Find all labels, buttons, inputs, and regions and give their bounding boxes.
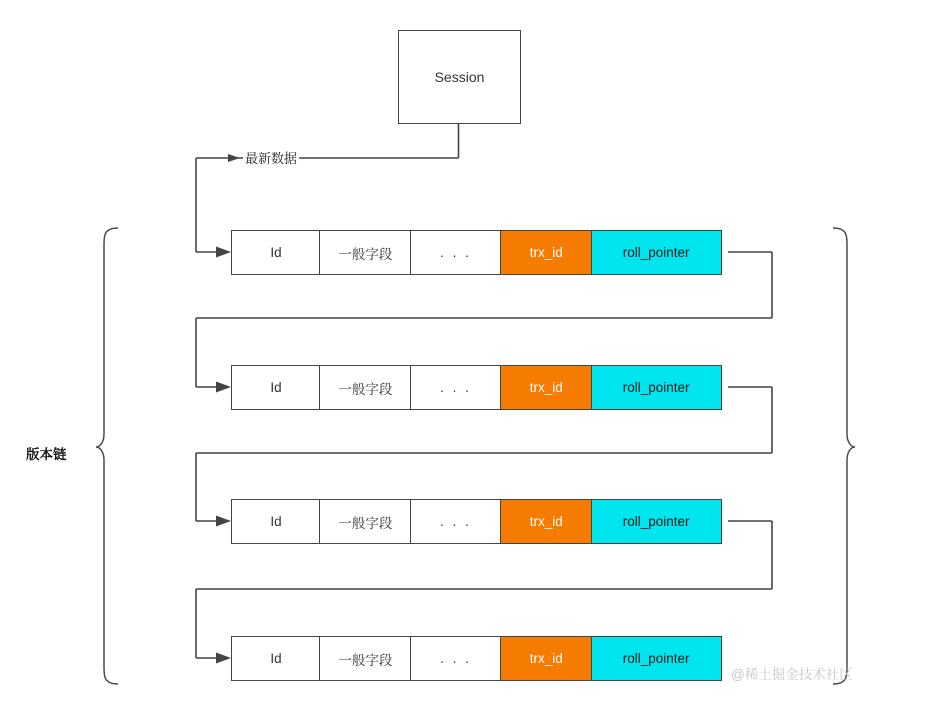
table-row: [231, 230, 728, 275]
row-cell-roll-pointer: roll_pointer: [591, 365, 722, 410]
table-row: [231, 499, 728, 544]
row-cell-roll-pointer: roll_pointer: [591, 636, 722, 681]
row-cell-id: Id: [231, 499, 321, 544]
row-cell-ellipsis: . . .: [410, 365, 502, 410]
row-cell-id: Id: [231, 230, 321, 275]
left-brace: [96, 228, 118, 684]
session-box-label: Session: [434, 69, 485, 85]
row-cell-trx-id: trx_id: [500, 230, 592, 275]
row-cell-field: 一般字段: [319, 636, 411, 681]
row-cell-ellipsis: . . .: [410, 230, 502, 275]
version-chain-label: 版本链: [26, 447, 67, 462]
row-cell-roll-pointer: roll_pointer: [591, 499, 722, 544]
row-cell-ellipsis: . . .: [410, 636, 502, 681]
row-cell-field: 一般字段: [319, 230, 411, 275]
row-cell-trx-id: trx_id: [500, 499, 592, 544]
watermark: @稀土掘金技术社区: [731, 667, 853, 682]
row-cell-id: Id: [231, 365, 321, 410]
right-brace: [833, 228, 855, 684]
newest-data-label: 最新数据: [243, 148, 299, 167]
row-cell-roll-pointer: roll_pointer: [591, 230, 722, 275]
table-row: [231, 636, 728, 681]
row-cell-ellipsis: . . .: [410, 499, 502, 544]
row-cell-trx-id: trx_id: [500, 365, 592, 410]
row-cell-field: 一般字段: [319, 499, 411, 544]
row-cell-trx-id: trx_id: [500, 636, 592, 681]
session-box: [398, 30, 521, 124]
row-cell-id: Id: [231, 636, 321, 681]
table-row: [231, 365, 728, 410]
row-cell-field: 一般字段: [319, 365, 411, 410]
